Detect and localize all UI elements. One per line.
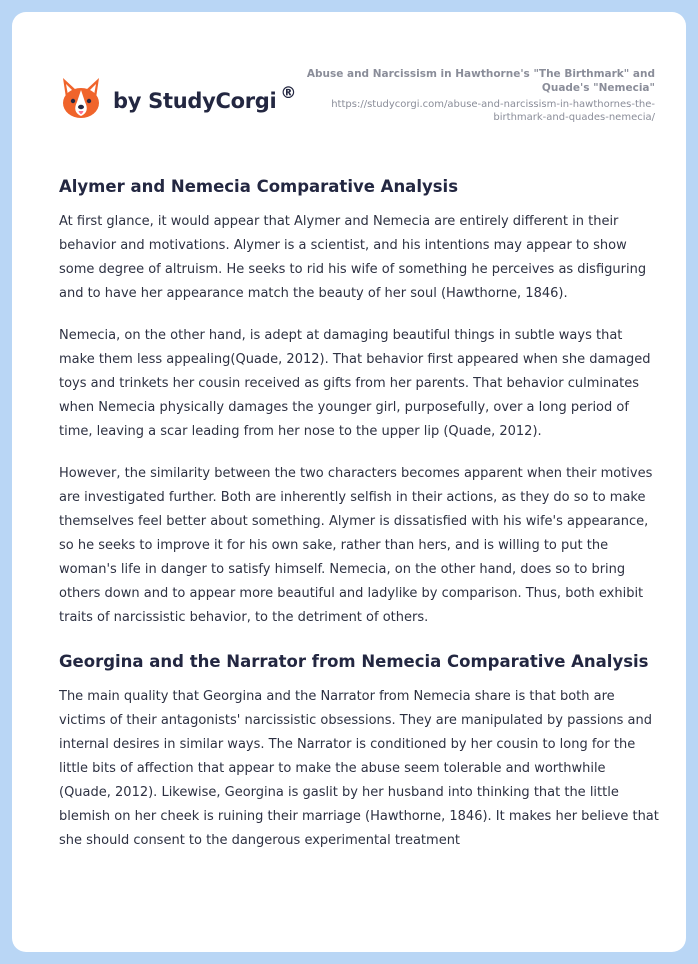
essay-content [59,175,659,871]
source-url[interactable]: https://studycorgi.com/abuse-and-narcissism-in-hawthornes-the-birthmark-and-quades-nemecia/ [331,99,655,123]
page-header [12,12,686,152]
corgi-icon [60,76,102,120]
source-info [295,67,655,124]
studycorgi-logo[interactable] [60,76,296,120]
paragraph: At first glance, it would appear that Alymer and Nemecia are entirely different in their behavior and motivations. Alymer is a scientist, and his intentions may appear to show some degree of altruism. He seeks to rid his wife of something he perceives as disfiguring and to have her appearance match the beauty of her soul (Hawthorne, 1846). [59,214,647,301]
paragraph: The main quality that Georgina and the Narrator from Nemecia share is that both are victims of their antagonists' narcissistic obsessions. They are manipulated by passions and internal desires in similar ways. The Narrator is conditioned by her cousin to long for the little bits of affection that appear to make the abuse seem tolerable and worthwhile (Quade, 2012). Likewise, Georgina is gaslit by her husband into thinking that the little blemish on her cheek is ruining their marriage (Hawthorne, 1846). It makes her believe that she should consent to the dangerous experimental treatment [59,689,659,848]
registered-mark: ® [280,82,297,102]
section-heading-alymer-nemecia: Alymer and Nemecia Comparative Analysis [59,177,459,196]
source-title: Abuse and Narcissism in Hawthorne's "The Birthmark" and Quade's "Nemecia" [306,68,655,94]
document-page [12,12,686,952]
paragraph: Nemecia, on the other hand, is adept at damaging beautiful things in subtle ways that make them less appealing(Quade, 2012). That behavior first appeared when she damaged toys and trinkets her cousin received as gifts from her parents. That behavior culminates when Nemecia physically damages the younger girl, purposefully, over a long period of time, leaving a scar leading from her nose to the upper lip (Quade, 2012). [59,328,651,439]
section-heading-georgina-narrator: Georgina and the Narrator from Nemecia Comparative Analysis [59,652,649,671]
paragraph: However, the similarity between the two characters becomes apparent when their motives are investigated further. Both are inherently selfish in their actions, as they do so to make themselves feel better about something. Alymer is dissatisfied with his wife's appearance, so he seeks to improve it for his own sake, rather than hers, and is willing to put the woman's life in danger to satisfy himself. Nemecia, on the other hand, does so to bring others down and to appear more beautiful and ladylike by comparison. Thus, both exhibit traits of narcissistic behavior, to the detriment of others. [59,466,653,625]
brand-name: by StudyCorgi [113,89,277,113]
